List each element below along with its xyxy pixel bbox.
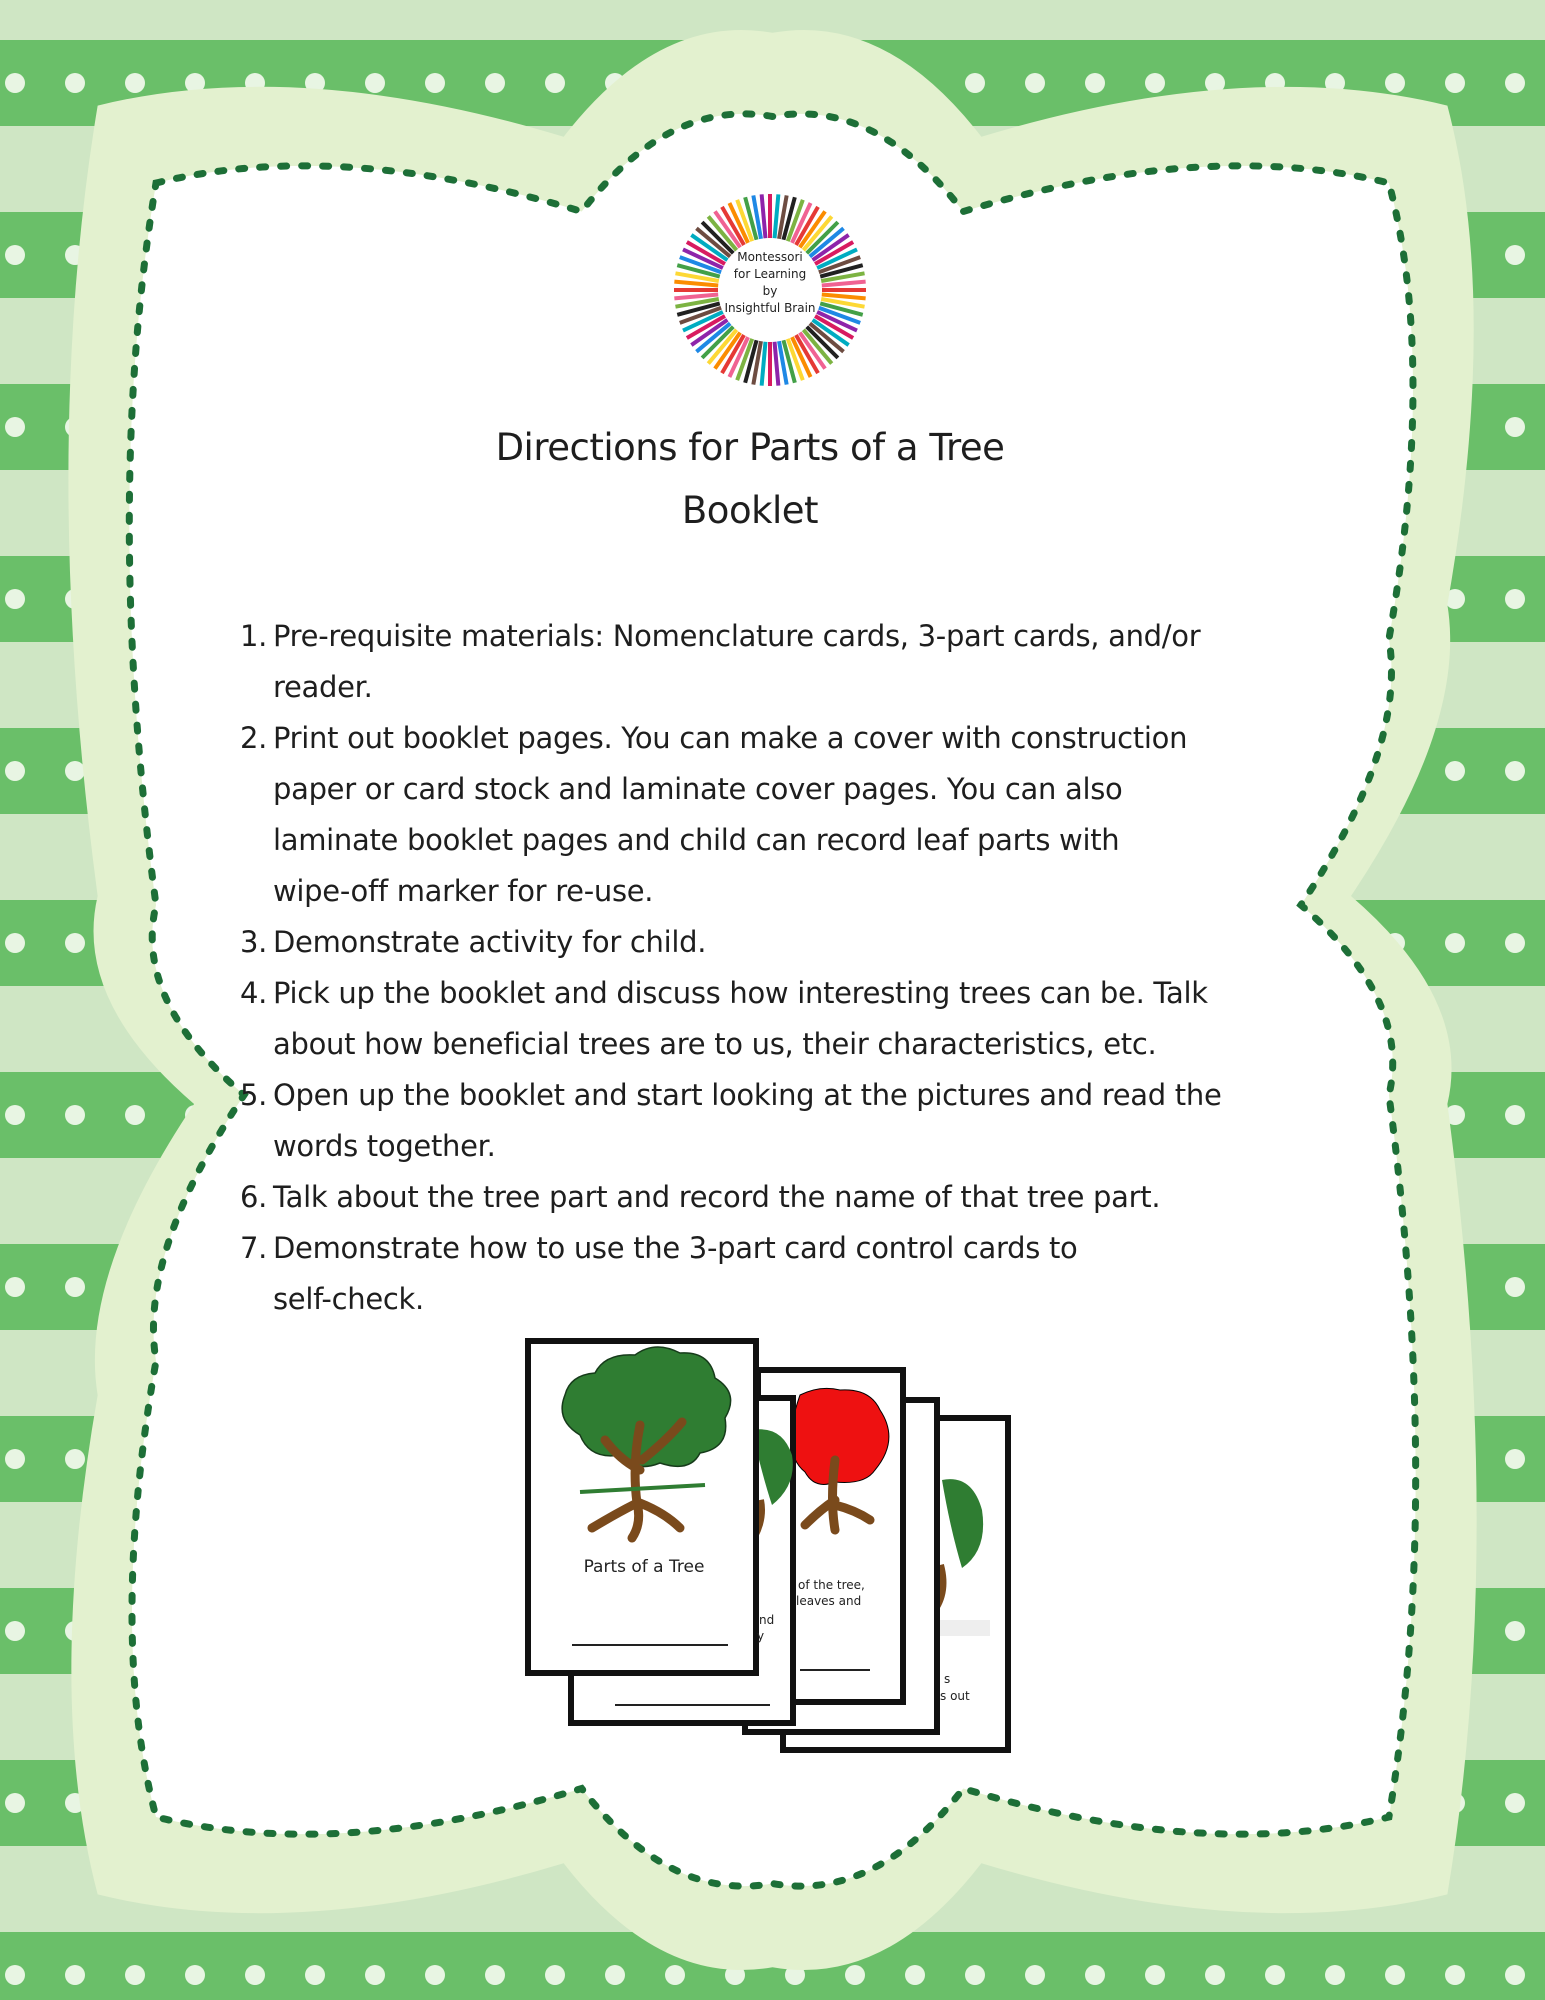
background-dot [665, 1965, 685, 1985]
background-dot [1145, 1965, 1165, 1985]
directions-list [240, 611, 1320, 1325]
logo-line: Montessori [737, 250, 803, 264]
pencil-ray [674, 295, 718, 299]
item-number: 2. [240, 721, 268, 755]
background-dot [5, 1277, 25, 1297]
item-line: Talk about the tree part and record the name of that tree part. [273, 1180, 1161, 1214]
item-line: Pick up the booklet and discuss how interesting trees can be. Talk [273, 976, 1208, 1010]
background-dot [1505, 589, 1525, 609]
background-dot [65, 73, 85, 93]
background-dot [905, 1965, 925, 1985]
logo-text [720, 249, 820, 317]
pencil-ray [674, 282, 718, 286]
booklet-text-fragment: nd [759, 1613, 775, 1627]
pencil-ray [822, 295, 866, 299]
background-dot [845, 1965, 865, 1985]
title-line-2: Booklet [681, 489, 819, 532]
direction-item [240, 611, 1320, 713]
booklet-text-fragment: of the tree, [798, 1578, 865, 1592]
background-dot [1325, 1965, 1345, 1985]
background-dot [305, 1965, 325, 1985]
background-dot [1265, 1965, 1285, 1985]
page-title [350, 416, 1150, 542]
background-dot [1445, 1965, 1465, 1985]
background-dot [545, 1965, 565, 1985]
background-dot [5, 1793, 25, 1813]
background-dot [5, 761, 25, 781]
background-dot [125, 1105, 145, 1125]
background-dot [1085, 73, 1105, 93]
background-dot [1025, 1965, 1045, 1985]
background-dot [425, 1965, 445, 1985]
booklet-text-fragment: leaves and [796, 1594, 862, 1608]
background-dot [1205, 1965, 1225, 1985]
pencil-ray [762, 194, 766, 238]
background-dot [1385, 73, 1405, 93]
booklet-text-fragment: s [944, 1672, 951, 1686]
background-dot [965, 1965, 985, 1985]
item-line: about how beneficial trees are to us, their characteristics, etc. [273, 1027, 1157, 1061]
title-line-1: Directions for Parts of a Tree [495, 426, 1005, 469]
item-line: self-check. [273, 1282, 424, 1316]
booklet-text-fragment: y [757, 1629, 765, 1643]
background-dot [65, 1449, 85, 1469]
item-number: 5. [240, 1078, 268, 1112]
background-dot [65, 1965, 85, 1985]
direction-item [240, 713, 1320, 917]
background-dot [1445, 73, 1465, 93]
item-line: Pre-requisite materials: Nomenclature cards, 3-part cards, and/or [273, 619, 1201, 653]
background-dot [125, 73, 145, 93]
background-dot [545, 73, 565, 93]
background-dot [185, 1965, 205, 1985]
background-dot [65, 1277, 85, 1297]
item-line: Demonstrate how to use the 3-part card control cards to [273, 1231, 1078, 1265]
item-line: laminate booklet pages and child can record leaf parts with [273, 823, 1120, 857]
background-dot [65, 1105, 85, 1125]
background-dot [1445, 761, 1465, 781]
background-dot [425, 73, 445, 93]
pencil-ray [822, 282, 866, 286]
background-dot [5, 1965, 25, 1985]
pencil-ray [762, 342, 766, 386]
background-dot [1505, 1965, 1525, 1985]
item-number: 7. [240, 1231, 268, 1265]
booklet-cover-title: Parts of a Tree [583, 1557, 705, 1577]
background-dot [125, 1965, 145, 1985]
background-dot [365, 73, 385, 93]
item-number: 3. [240, 925, 268, 959]
background-dot [1505, 933, 1525, 953]
direction-item [240, 1070, 1320, 1172]
background-dot [1085, 1965, 1105, 1985]
item-line: Demonstrate activity for child. [273, 925, 707, 959]
item-line: paper or card stock and laminate cover pages. You can also [273, 772, 1123, 806]
direction-item [240, 1172, 1320, 1223]
background-dot [485, 1965, 505, 1985]
background-dot [1505, 1793, 1525, 1813]
background-dot [1385, 1965, 1405, 1985]
background-dot [65, 933, 85, 953]
item-number: 1. [240, 619, 268, 653]
direction-item [240, 1223, 1320, 1325]
background-dot [5, 1621, 25, 1641]
item-line: wipe-off marker for re-use. [273, 874, 654, 908]
background-dot [1445, 933, 1465, 953]
background-dot [1505, 761, 1525, 781]
item-line: Print out booklet pages. You can make a cover with construction [273, 721, 1188, 755]
background-dot [65, 761, 85, 781]
logo-line: by [762, 284, 778, 298]
background-dot [5, 245, 25, 265]
background-dot [245, 1965, 265, 1985]
item-line: words together. [273, 1129, 496, 1163]
background-dot [1505, 73, 1525, 93]
background-dot [1505, 417, 1525, 437]
item-line: Open up the booklet and start looking at the pictures and read the [273, 1078, 1222, 1112]
background-dot [605, 1965, 625, 1985]
background-dot [1505, 245, 1525, 265]
background-dot [365, 1965, 385, 1985]
item-line: reader. [273, 670, 373, 704]
logo-line: for Learning [733, 267, 807, 281]
background-dot [5, 417, 25, 437]
background-dot [5, 1105, 25, 1125]
logo-line: Insightful Brain [724, 301, 816, 315]
background-dot [5, 73, 25, 93]
pencil-ray [775, 342, 779, 386]
background-dot [5, 1449, 25, 1469]
booklet-text-fragment: s out [940, 1689, 970, 1703]
background-dot [965, 73, 985, 93]
background-dot [5, 933, 25, 953]
background-dot [1025, 73, 1045, 93]
background-dot [1505, 1277, 1525, 1297]
item-number: 4. [240, 976, 268, 1010]
background-dot [485, 73, 505, 93]
item-number: 6. [240, 1180, 268, 1214]
direction-item [240, 968, 1320, 1070]
background-dot [1145, 73, 1165, 93]
background-dot [1505, 1449, 1525, 1469]
background-dot [5, 589, 25, 609]
background-dot [1505, 1105, 1525, 1125]
direction-item [240, 917, 1320, 968]
background-dot [1505, 1621, 1525, 1641]
pencil-ray [775, 194, 779, 238]
